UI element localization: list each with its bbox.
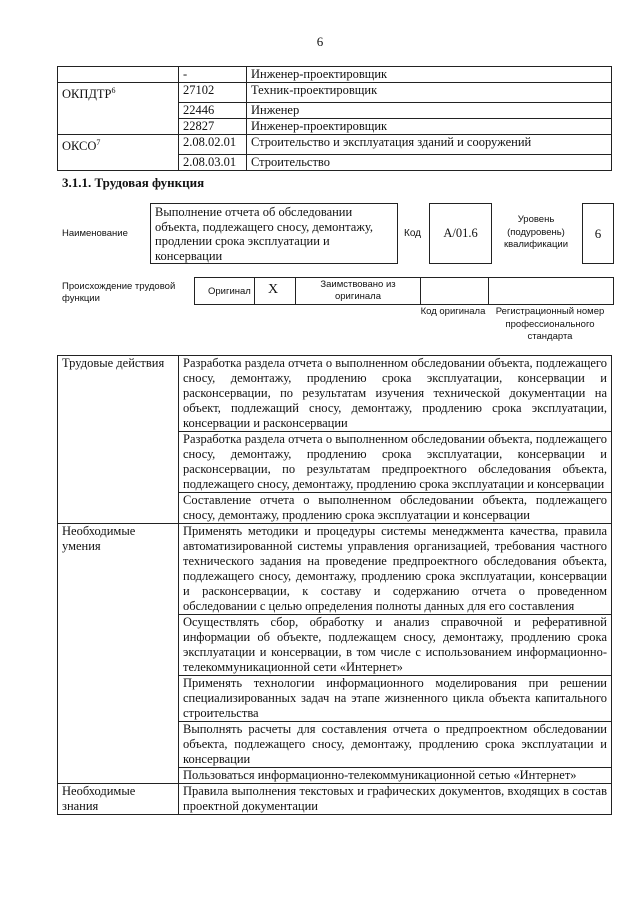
function-name-value: Выполнение отчета об обследовании объекта, подлежащего сносу, демонтажу, продлении срока эксплуатации и консервации xyxy=(155,205,374,263)
borrowed-label: Заимствовано из оригинала xyxy=(320,279,396,302)
classifier-code: 2.08.03.01 xyxy=(179,155,247,171)
codes-row xyxy=(58,103,612,119)
classifier-label xyxy=(58,155,179,171)
level-box xyxy=(582,203,614,264)
detail-row xyxy=(58,784,612,815)
detail-row xyxy=(58,524,612,615)
codes-row xyxy=(58,155,612,171)
classifier-label: ОКПДТР$^6$ xyxy=(58,83,179,103)
detail-item: Разработка раздела отчета о выполненном обследовании объекта, подлежащего сносу, демонтажу, продлению срока эксплуатации, консервации и расконсервации, по результатам изучения технической документации на объект, подлежащий сносу, демонтажу, продлению срока эксплуатации, консервации и расконсервации xyxy=(179,356,612,432)
section-heading: Трудовые действия xyxy=(58,356,179,524)
classifier-label xyxy=(58,119,179,135)
section-heading: Необходимые умения xyxy=(58,524,179,784)
footnote-ref: 6 xyxy=(111,86,116,95)
code-original-caption: Код оригинала xyxy=(420,306,486,317)
classifier-name: Инженер xyxy=(247,103,612,119)
detail-item: Пользоваться информационно-телекоммуникационной сетью «Интернет» xyxy=(179,768,612,784)
level-label: Уровень (подуровень) квалификации xyxy=(503,214,569,250)
origin-box xyxy=(194,277,614,305)
classifier-name: Инженер-проектировщик xyxy=(247,67,612,83)
function-code-value: А/01.6 xyxy=(443,226,478,240)
classifier-codes-table xyxy=(57,66,612,171)
codes-row xyxy=(58,83,612,103)
classifier-name: Строительство xyxy=(247,155,612,171)
function-code-box xyxy=(429,203,492,264)
detail-item: Применять технологии информационного моделирования при решении специализированных задач на этапе жизненного цикла объекта капитального строительства xyxy=(179,676,612,722)
classifier-label xyxy=(58,67,179,83)
reg-number-caption: Регистрационный номер профессионального стандарта xyxy=(495,306,605,342)
classifier-code: - xyxy=(179,67,247,83)
detail-item: Осуществлять сбор, обработку и анализ справочной и реферативной информации об объекте, подлежащем сносу, демонтажу, продлению срока эксплуатации и консервации, в том числе с использованием информационно-телекоммуникационной сети «Интернет» xyxy=(179,615,612,676)
codes-row xyxy=(58,119,612,135)
name-label: Наименование xyxy=(62,228,128,239)
detail-row xyxy=(58,356,612,432)
classifier-name: Строительство и эксплуатация зданий и сооружений xyxy=(247,135,612,155)
detail-item: Разработка раздела отчета о выполненном обследовании объекта, подлежащего сносу, демонтажу, продлению срока эксплуатации, консервации и расконсервации, по результатам предпроектного обследования объекта, подлежащего сносу, демонтажу, продлению срока эксплуатации и консервации xyxy=(179,432,612,493)
level-value: 6 xyxy=(594,225,602,241)
original-mark: X xyxy=(268,282,279,297)
section-heading: Необходимые знания xyxy=(58,784,179,815)
footnote-ref: 7 xyxy=(96,138,101,148)
function-details-table xyxy=(57,355,612,815)
detail-item: Правила выполнения текстовых и графических документов, входящих в состав проектной документации xyxy=(179,784,612,815)
classifier-name: Техник-проектировщик xyxy=(247,83,612,103)
codes-row xyxy=(58,135,612,155)
classifier-label: ОКСО$^7$ xyxy=(58,135,179,155)
detail-item: Выполнять расчеты для составления отчета о предпроектном обследовании объекта, подлежащего сносу, демонтажу, продлению срока эксплуатации и консервации xyxy=(179,722,612,768)
classifier-code: 22446 xyxy=(179,103,247,119)
classifier-label xyxy=(58,103,179,119)
detail-item: Применять методики и процедуры системы менеджмента качества, правила автоматизированной системы управления организацией, требования частного технического задания на проведение предпроектного обследования объекта, подлежащего сносу, демонтажу, продлению срока эксплуатации, консервации и расконсервации, к составу и содержанию отчета о проведенном обследовании с целью определения полноты данных для его составления xyxy=(179,524,612,615)
section-title: 3.1.1. Трудовая функция xyxy=(62,175,205,190)
function-name-box xyxy=(150,203,398,264)
classifier-code: 22827 xyxy=(179,119,247,135)
origin-label: Происхождение трудовой функции xyxy=(62,281,176,304)
code-label: Код xyxy=(404,228,422,239)
page-number: 6 xyxy=(316,34,324,49)
codes-row xyxy=(58,67,612,83)
original-label: Оригинал xyxy=(208,286,251,297)
classifier-code: 27102 xyxy=(179,83,247,103)
classifier-name: Инженер-проектировщик xyxy=(247,119,612,135)
classifier-code: 2.08.02.01 xyxy=(179,135,247,155)
detail-item: Составление отчета о выполненном обследовании объекта, подлежащего сносу, демонтажу, продлению срока эксплуатации и консервации xyxy=(179,493,612,524)
